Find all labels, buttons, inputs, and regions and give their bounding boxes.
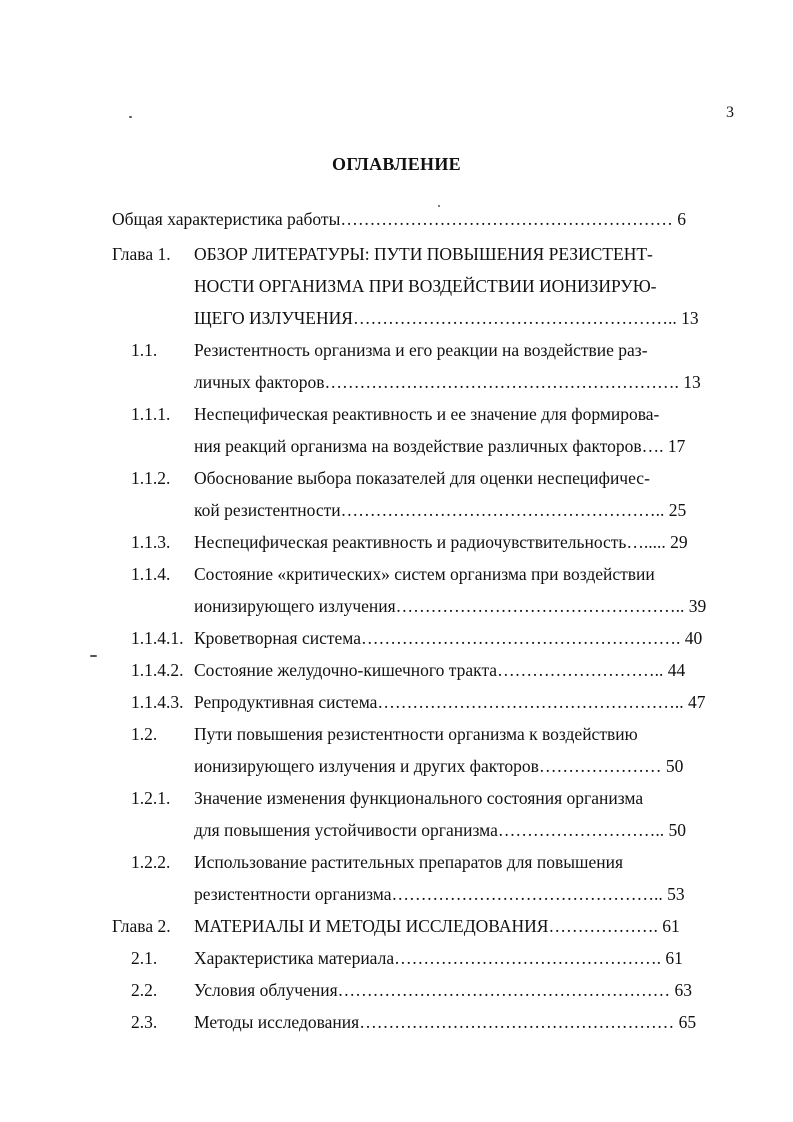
toc-title: ОГЛАВЛЕНИЕ [332,154,461,174]
toc-entry-line: ионизирующего излучения и других факторов………………… 50 [194,756,684,776]
toc-entry-number: Глава 1. [112,244,171,264]
toc-entry-line: Состояние желудочно-кишечного тракта……………………….. 44 [194,660,686,680]
toc-entry-number: 1.2.1. [131,788,171,808]
toc-entry-line: личных факторов……………………………………………………. 13 [194,372,701,392]
toc-entry-line: Характеристика материала………………………………………. 61 [194,948,683,968]
toc-entry-number: 1.1.4.1. [131,628,184,648]
toc-entry-line: ОБЗОР ЛИТЕРАТУРЫ: ПУТИ ПОВЫШЕНИЯ РЕЗИСТЕНТ- [194,244,653,264]
toc-entry-line: НОСТИ ОРГАНИЗМА ПРИ ВОЗДЕЙСТВИИ ИОНИЗИРУЮ- [194,276,657,296]
toc-entry-number: 1.1.4. [131,564,171,584]
page-number: 3 [726,104,734,121]
toc-entry-line: ЩЕГО ИЗЛУЧЕНИЯ……………………………………………….. 13 [194,308,699,328]
toc-entry-line: Общая характеристика работы………………………………………………… 6 [112,209,686,229]
toc-entry-number: 2.2. [131,980,158,1000]
toc-entry-line: для повышения устойчивости организма……………………….. 50 [194,820,686,840]
toc-entry-number: 1.1. [131,340,158,360]
toc-entry-line: Репродуктивная система…………………………………………….. 47 [194,692,706,712]
toc-entry-number: 1.1.4.2. [131,660,184,680]
toc-entry-line: Пути повышения резистентности организма к воздействию [194,724,638,744]
toc-entry-number: 1.1.2. [131,468,171,488]
toc-entry-number: 1.1.4.3. [131,692,184,712]
toc-entry-line: Условия облучения………………………………………………… 63 [194,980,693,1000]
toc-entry-number: 1.2. [131,724,158,744]
toc-entry-line: резистентности организма……………………………………….. 53 [194,884,685,904]
toc-entry-number: 1.1.1. [131,404,171,424]
toc-entry-number: 1.1.3. [131,532,171,552]
toc-entry-line: Значение изменения функционального состояния организма [194,788,644,808]
toc-entry-number: 2.3. [131,1012,158,1032]
toc-entry-line: Использование растительных препаратов для повышения [194,852,624,872]
toc-entry-number: Глава 2. [112,916,171,936]
toc-entry-line: Кроветворная система………………………………………………. 40 [194,628,703,648]
toc-entry-line: Неспецифическая реактивность и радиочувствительность…..... 29 [194,532,688,552]
scan-speck [90,655,97,657]
toc-entry-line: МАТЕРИАЛЫ И МЕТОДЫ ИССЛЕДОВАНИЯ………………. 61 [194,916,680,936]
scan-speck [129,116,132,118]
toc-entry-number: 1.2.2. [131,852,171,872]
toc-entry-line: Методы исследования……………………………………………… 65 [194,1012,697,1032]
scan-speck [438,205,440,207]
toc-entry-line: Состояние «критических» систем организма при воздействии [194,564,655,584]
toc-entry-line: Неспецифическая реактивность и ее значение для формирова- [194,404,660,424]
toc-entry-line: кой резистентности……………………………………………….. 25 [194,500,687,520]
toc-entry-line: ния реакций организма на воздействие различных факторов…. 17 [194,436,686,456]
toc-entry-line: Обоснование выбора показателей для оценки неспецифичес- [194,468,650,488]
toc-entry-line: Резистентность организма и его реакции на воздействие раз- [194,340,648,360]
toc-entry-number: 2.1. [131,948,158,968]
toc-entry-line: ионизирующего излучения………………………………………….. 39 [194,596,707,616]
